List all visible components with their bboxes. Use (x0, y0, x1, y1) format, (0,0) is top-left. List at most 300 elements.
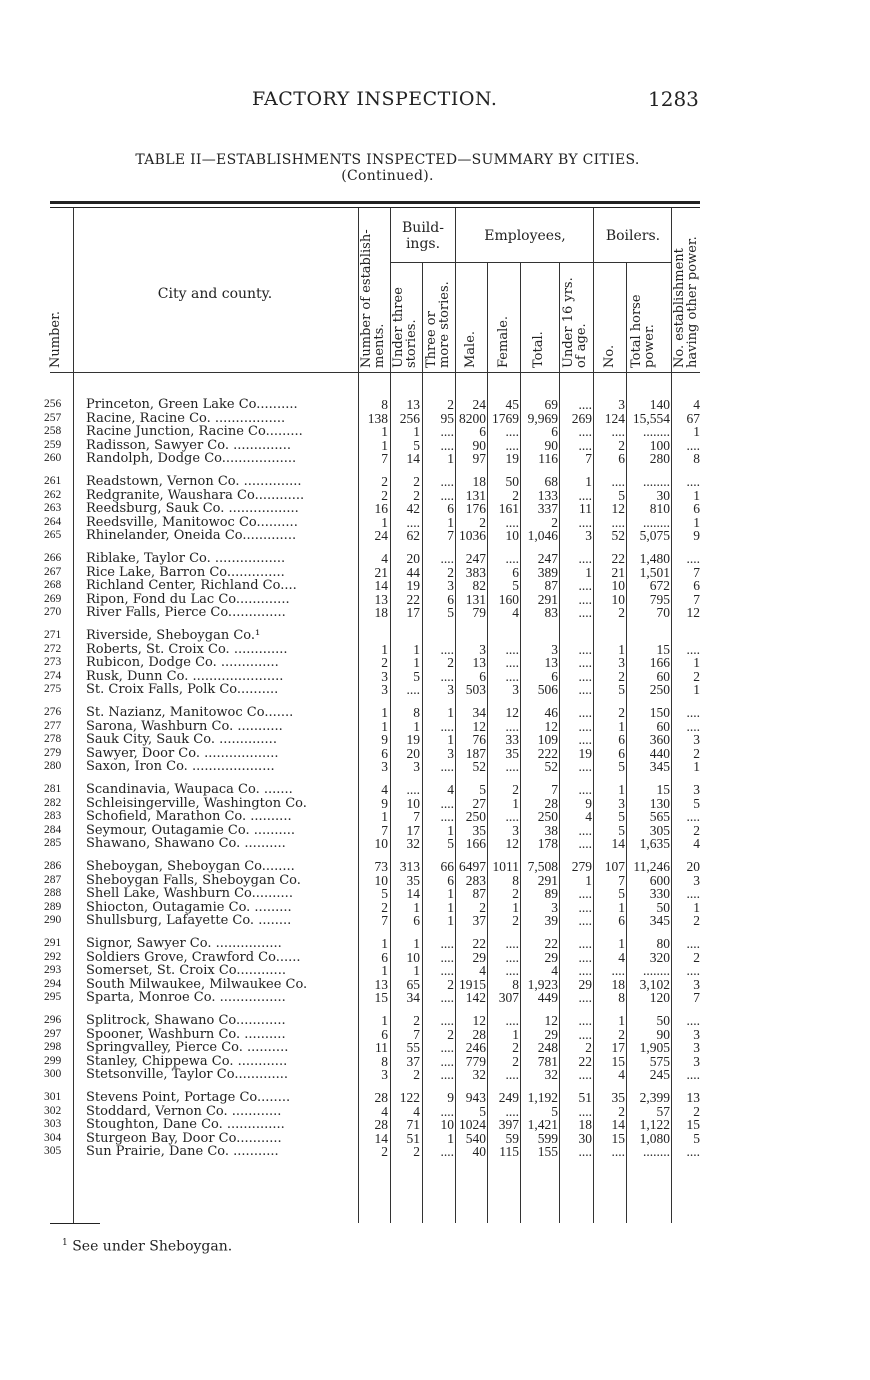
establishments-cell: 21 (374, 564, 388, 580)
three-or-more-cell: .... (440, 936, 454, 951)
other-power-cell: 1 (693, 682, 700, 698)
city-name-cell: Stevens Point, Portage Co........ (86, 1091, 291, 1104)
three-or-more-cell: 1 (447, 1130, 454, 1146)
three-or-more-cell: .... (440, 437, 454, 453)
total-cell: 69 (544, 397, 558, 412)
establishments-cell: 11 (375, 1040, 388, 1056)
boiler-count-cell: 5 (618, 759, 625, 775)
establishments-cell: 16 (374, 501, 388, 517)
other-power-cell: .... (686, 437, 700, 453)
three-or-more-cell: 1 (447, 886, 454, 902)
boiler-count-cell: 7 (618, 872, 625, 888)
female-cell: 115 (499, 1144, 519, 1160)
female-cell: 5 (512, 578, 519, 594)
city-name-cell: Seymour, Outagamie Co. .......... (86, 823, 296, 837)
city-name-cell: Sturgeon Bay, Door Co........... (86, 1131, 282, 1145)
running-title: FACTORY INSPECTION. (252, 88, 498, 110)
horse-power-cell: 100 (649, 437, 670, 453)
boiler-count-cell: 22 (611, 551, 625, 566)
other-power-cell: 7 (693, 564, 700, 580)
under-16-cell: .... (578, 437, 592, 453)
establishments-cell: 1 (381, 424, 388, 440)
female-cell: 2 (512, 1053, 519, 1069)
three-or-more-cell: .... (440, 424, 454, 440)
horse-power-cell: 280 (649, 451, 670, 467)
total-cell: 52 (544, 759, 558, 775)
horse-power-cell: 600 (649, 872, 670, 888)
horse-power-cell: 330 (649, 886, 670, 902)
col-boilers: Boilers. (605, 228, 661, 244)
under-16-cell: .... (578, 668, 592, 684)
three-or-more-cell: .... (440, 1013, 454, 1028)
boiler-count-cell: 4 (618, 949, 625, 965)
horse-power-cell: ........ (643, 424, 670, 440)
other-power-cell: 20 (686, 859, 700, 874)
female-cell: 6 (512, 564, 519, 580)
row-number-cell: 301 (44, 1091, 62, 1103)
boiler-count-cell: 4 (618, 1067, 625, 1083)
city-name-cell: Redgranite, Waushara Co............ (86, 488, 305, 502)
row-number-cell: 258 (44, 425, 62, 438)
boiler-count-cell: 3 (618, 655, 625, 671)
row-number-cell: 270 (44, 606, 62, 619)
other-power-cell: 3 (693, 976, 700, 992)
male-cell: 32 (472, 1067, 486, 1083)
boiler-count-cell: 3 (618, 795, 625, 811)
row-number-cell: 269 (44, 592, 62, 605)
under-16-cell: .... (578, 605, 592, 621)
other-power-cell: 1 (693, 899, 700, 915)
total-cell: 13 (544, 655, 558, 671)
under-three-cell: 7 (413, 1026, 420, 1042)
under-three-cell: 1 (413, 936, 420, 951)
boiler-count-cell: 5 (618, 886, 625, 902)
under-16-cell: .... (578, 936, 592, 951)
male-cell: 2 (479, 899, 486, 915)
boiler-count-cell: 5 (618, 487, 625, 503)
other-power-cell: 3 (693, 782, 700, 797)
horse-power-cell: 90 (656, 1026, 670, 1042)
three-or-more-cell: 1 (447, 899, 454, 915)
female-cell: 1 (512, 899, 519, 915)
horse-power-cell: 60 (656, 718, 670, 734)
under-three-cell: 1 (413, 899, 420, 915)
total-cell: 3 (551, 641, 558, 657)
under-16-cell: .... (578, 913, 592, 929)
other-power-cell: 2 (693, 913, 700, 929)
under-16-cell: 22 (578, 1053, 592, 1069)
other-power-cell: .... (686, 705, 700, 720)
three-or-more-cell: .... (440, 963, 454, 979)
three-or-more-cell: .... (440, 1067, 454, 1083)
male-cell: 283 (465, 872, 486, 888)
male-cell: 13 (472, 655, 486, 671)
city-name-cell: Springvalley, Pierce Co. .......... (86, 1041, 289, 1055)
under-16-cell: .... (578, 1103, 592, 1119)
boiler-count-cell: 3 (618, 397, 625, 412)
horse-power-cell: 60 (656, 668, 670, 684)
three-or-more-cell: .... (440, 474, 454, 489)
under-16-cell: .... (578, 1144, 592, 1160)
total-cell: 7,508 (527, 859, 558, 874)
three-or-more-cell: .... (440, 1040, 454, 1056)
male-cell: 6 (479, 424, 486, 440)
male-cell: 97 (472, 451, 486, 467)
other-power-cell: .... (686, 936, 700, 951)
male-cell: 52 (472, 759, 486, 775)
city-name-cell: South Milwaukee, Milwaukee Co. (86, 977, 308, 991)
other-power-cell: 6 (693, 578, 700, 594)
total-cell: 46 (544, 705, 558, 720)
establishments-cell: 1 (381, 437, 388, 453)
total-cell: 222 (537, 745, 558, 761)
city-name-cell: Somerset, St. Croix Co............ (86, 964, 286, 978)
under-16-cell: 11 (579, 501, 592, 517)
female-cell: 2 (512, 1040, 519, 1056)
other-power-cell: 6 (693, 501, 700, 517)
other-power-cell: 1 (693, 424, 700, 440)
row-number-cell: 276 (44, 706, 62, 718)
row-number-cell: 273 (44, 656, 62, 669)
establishments-cell: 14 (374, 578, 388, 594)
under-three-cell: 2 (413, 487, 420, 503)
male-cell: 29 (472, 949, 486, 965)
establishments-cell: 138 (367, 410, 388, 426)
total-cell: 39 (544, 913, 558, 929)
city-name-cell: Schofield, Marathon Co. .......... (86, 810, 292, 824)
other-power-cell: 1 (693, 655, 700, 671)
under-three-cell: 1 (413, 641, 420, 657)
under-16-cell: .... (578, 641, 592, 657)
total-cell: 247 (537, 551, 558, 566)
row-number-cell: 303 (44, 1118, 62, 1131)
female-cell: 161 (498, 501, 519, 517)
horse-power-cell: 5,075 (639, 528, 670, 544)
row-number-cell: 291 (44, 937, 62, 949)
city-name-cell: Shell Lake, Washburn Co.......... (86, 887, 293, 901)
male-cell: 27 (472, 795, 486, 811)
establishments-cell: 6 (381, 949, 388, 965)
three-or-more-cell: .... (440, 990, 454, 1006)
female-cell: 8 (512, 976, 519, 992)
row-number-cell: 264 (44, 515, 62, 528)
total-cell: 506 (537, 682, 558, 698)
city-name-cell: Ripon, Fond du Lac Co............. (86, 592, 290, 606)
three-or-more-cell: 95 (440, 410, 454, 426)
row-number-cell: 271 (44, 629, 62, 641)
other-power-cell: 2 (693, 745, 700, 761)
male-cell: 37 (472, 913, 486, 929)
male-cell: 79 (472, 605, 486, 621)
horse-power-cell: 360 (649, 732, 670, 748)
city-name-cell: Rice Lake, Barron Co.............. (86, 565, 285, 579)
city-name-cell: Shullsburg, Lafayette Co. ........ (86, 914, 292, 928)
under-16-cell: 4 (585, 809, 592, 825)
boiler-count-cell: 2 (618, 1103, 625, 1119)
other-power-cell: 3 (693, 1040, 700, 1056)
city-name-cell: Racine, Racine Co. ................. (86, 411, 286, 425)
under-three-cell: 32 (406, 836, 420, 852)
female-cell: 59 (505, 1130, 519, 1146)
other-power-cell: .... (686, 551, 700, 566)
col-horse-power: Total horse power. (629, 294, 657, 368)
horse-power-cell: 305 (649, 822, 670, 838)
establishments-cell: 73 (374, 859, 388, 874)
other-power-cell: 8 (693, 451, 700, 467)
three-or-more-cell: 66 (440, 859, 454, 874)
under-three-cell: 35 (406, 872, 420, 888)
female-cell: .... (505, 551, 519, 566)
total-cell: 449 (537, 990, 558, 1006)
other-power-cell: 2 (693, 949, 700, 965)
boiler-count-cell: 6 (618, 451, 625, 467)
male-cell: 247 (465, 551, 486, 566)
under-16-cell: 29 (578, 976, 592, 992)
under-16-cell: .... (578, 732, 592, 748)
establishments-cell: 2 (381, 474, 388, 489)
establishments-cell: 2 (381, 899, 388, 915)
male-cell: 40 (472, 1144, 486, 1160)
under-16-cell: 3 (585, 528, 592, 544)
boiler-count-cell: 21 (611, 564, 625, 580)
under-16-cell: .... (578, 655, 592, 671)
under-three-cell: 65 (406, 976, 420, 992)
horse-power-cell: 57 (656, 1103, 670, 1119)
female-cell: .... (505, 963, 519, 979)
city-name-cell: Sparta, Monroe Co. ................ (86, 991, 286, 1005)
male-cell: 131 (465, 487, 486, 503)
city-name-cell: Radisson, Sawyer Co. .............. (86, 438, 291, 452)
under-three-cell: 22 (406, 591, 420, 607)
row-number-cell: 262 (44, 488, 62, 501)
under-16-cell: .... (578, 578, 592, 594)
three-or-more-cell: 2 (447, 976, 454, 992)
male-cell: 187 (465, 745, 486, 761)
city-name-cell: Rusk, Dunn Co. ...................... (86, 669, 284, 683)
city-name-cell: Riblake, Taylor Co. ................. (86, 552, 286, 565)
female-cell: 397 (498, 1117, 519, 1133)
establishments-cell: 1 (381, 718, 388, 734)
under-three-cell: 20 (406, 551, 420, 566)
establishments-cell: 18 (374, 605, 388, 621)
establishments-cell: 1 (381, 705, 388, 720)
total-cell: 38 (544, 822, 558, 838)
col-under-16: Under 16 yrs. of age. (561, 277, 589, 368)
female-cell: 3 (512, 822, 519, 838)
city-name-cell: Sarona, Washburn Co. ........... (86, 719, 283, 733)
row-number-cell: 257 (44, 411, 62, 424)
total-cell: 89 (544, 886, 558, 902)
boiler-count-cell: 18 (611, 976, 625, 992)
row-number-cell: 281 (44, 783, 62, 795)
establishments-cell: 24 (374, 528, 388, 544)
footnote-rule (50, 1223, 100, 1224)
row-number-cell: 286 (44, 860, 62, 872)
female-cell: .... (505, 641, 519, 657)
city-name-cell: Readstown, Vernon Co. .............. (86, 475, 302, 488)
total-cell: 250 (537, 809, 558, 825)
row-number-cell: 297 (44, 1027, 62, 1040)
three-or-more-cell: 2 (447, 655, 454, 671)
under-three-cell: 19 (406, 732, 420, 748)
other-power-cell: 1 (693, 759, 700, 775)
under-16-cell: .... (578, 1026, 592, 1042)
boiler-count-cell: .... (611, 963, 625, 979)
horse-power-cell: 130 (649, 795, 670, 811)
three-or-more-cell: 1 (447, 732, 454, 748)
page-header (0, 0, 870, 120)
male-cell: 540 (465, 1130, 486, 1146)
other-power-cell: .... (686, 1067, 700, 1083)
horse-power-cell: 3,102 (639, 976, 670, 992)
col-male: Male. (463, 330, 478, 368)
male-cell: 76 (472, 732, 486, 748)
female-cell: 1769 (492, 410, 519, 426)
three-or-more-cell: .... (440, 1144, 454, 1160)
col-other-power: No. establishment having other power. (672, 236, 700, 368)
horse-power-cell: ........ (643, 474, 670, 489)
under-16-cell: .... (578, 949, 592, 965)
establishments-cell: 13 (374, 976, 388, 992)
row-number-cell: 290 (44, 914, 62, 927)
under-three-cell: .... (406, 682, 420, 698)
establishments-cell: 1 (381, 936, 388, 951)
under-three-cell: 34 (406, 990, 420, 1006)
row-number-cell: 300 (44, 1068, 62, 1081)
establishments-cell: 10 (374, 872, 388, 888)
under-three-cell: 14 (406, 886, 420, 902)
establishments-cell: 3 (381, 682, 388, 698)
female-cell: 19 (505, 451, 519, 467)
other-power-cell: 13 (686, 1090, 700, 1105)
under-three-cell: 2 (413, 1013, 420, 1028)
boiler-count-cell: 10 (611, 591, 625, 607)
male-cell: 5 (479, 1103, 486, 1119)
row-number-cell: 266 (44, 552, 62, 564)
female-cell: 1011 (492, 859, 519, 874)
total-cell: 291 (537, 591, 558, 607)
boiler-count-cell: 35 (611, 1090, 625, 1105)
other-power-cell: 3 (693, 1053, 700, 1069)
total-cell: 87 (544, 578, 558, 594)
under-three-cell: 256 (399, 410, 420, 426)
row-number-cell: 296 (44, 1014, 62, 1026)
row-number-cell: 289 (44, 900, 62, 913)
row-number-cell: 280 (44, 760, 62, 773)
establishments-cell: 4 (381, 551, 388, 566)
under-three-cell: 10 (406, 949, 420, 965)
male-cell: 176 (465, 501, 486, 517)
row-number-cell: 272 (44, 642, 62, 655)
city-name-cell: St. Croix Falls, Polk Co.......... (86, 683, 279, 697)
female-cell: 249 (498, 1090, 519, 1105)
boiler-count-cell: 2 (618, 705, 625, 720)
under-16-cell: 1 (585, 474, 592, 489)
establishments-cell: 28 (374, 1090, 388, 1105)
three-or-more-cell: 1 (447, 913, 454, 929)
under-three-cell: 4 (413, 1103, 420, 1119)
under-16-cell: .... (578, 424, 592, 440)
establishments-cell: 1 (381, 963, 388, 979)
boiler-count-cell: 1 (618, 782, 625, 797)
three-or-more-cell: 6 (447, 872, 454, 888)
col-employees: Employees, (484, 228, 566, 244)
under-16-cell: .... (578, 782, 592, 797)
row-number-cell: 295 (44, 991, 62, 1004)
male-cell: 87 (472, 886, 486, 902)
three-or-more-cell: 1 (447, 705, 454, 720)
male-cell: 35 (472, 822, 486, 838)
female-cell: 2 (512, 913, 519, 929)
total-cell: 22 (544, 936, 558, 951)
horse-power-cell: 166 (649, 655, 670, 671)
other-power-cell: 67 (686, 410, 700, 426)
boiler-count-cell: 1 (618, 641, 625, 657)
other-power-cell: .... (686, 641, 700, 657)
three-or-more-cell: .... (440, 487, 454, 503)
horse-power-cell: 795 (649, 591, 670, 607)
row-number-cell: 304 (44, 1131, 62, 1144)
under-three-cell: 122 (399, 1090, 420, 1105)
city-name-cell: Soldiers Grove, Crawford Co...... (86, 950, 301, 964)
boiler-count-cell: .... (611, 474, 625, 489)
boiler-count-cell: 1 (618, 936, 625, 951)
row-number-cell: 267 (44, 565, 62, 578)
three-or-more-cell: 9 (447, 1090, 454, 1105)
establishments-cell: 1 (381, 514, 388, 530)
under-three-cell: 2 (413, 474, 420, 489)
male-cell: 12 (472, 718, 486, 734)
under-16-cell: .... (578, 886, 592, 902)
under-three-cell: 20 (406, 745, 420, 761)
horse-power-cell: 1,501 (639, 564, 670, 580)
establishments-cell: 8 (381, 1053, 388, 1069)
boiler-count-cell: 6 (618, 732, 625, 748)
under-16-cell: .... (578, 551, 592, 566)
total-cell: 3 (551, 899, 558, 915)
total-cell: 1,192 (527, 1090, 558, 1105)
horse-power-cell: 1,080 (639, 1130, 670, 1146)
female-cell: .... (505, 424, 519, 440)
under-three-cell: 51 (406, 1130, 420, 1146)
establishments-cell: 14 (374, 1130, 388, 1146)
other-power-cell: 2 (693, 822, 700, 838)
horse-power-cell: 150 (649, 705, 670, 720)
three-or-more-cell: .... (440, 759, 454, 775)
boiler-count-cell: 5 (618, 822, 625, 838)
male-cell: 779 (465, 1053, 486, 1069)
male-cell: 1024 (459, 1117, 486, 1133)
under-three-cell: 71 (406, 1117, 420, 1133)
under-16-cell: .... (578, 705, 592, 720)
row-number-cell: 282 (44, 796, 62, 809)
boiler-count-cell: 17 (611, 1040, 625, 1056)
other-power-cell: 4 (693, 397, 700, 412)
other-power-cell: 9 (693, 528, 700, 544)
male-cell: 250 (465, 809, 486, 825)
horse-power-cell: 15,554 (632, 410, 670, 426)
under-three-cell: 1 (413, 963, 420, 979)
establishments-cell: 7 (381, 822, 388, 838)
three-or-more-cell: 5 (447, 836, 454, 852)
other-power-cell: 3 (693, 1026, 700, 1042)
female-cell: 3 (512, 682, 519, 698)
male-cell: 3 (479, 641, 486, 657)
city-name-cell: Rubicon, Dodge Co. .............. (86, 656, 279, 670)
under-three-cell: 44 (406, 564, 420, 580)
establishments-cell: 13 (374, 591, 388, 607)
table-title-line2: (Continued). (341, 168, 434, 184)
